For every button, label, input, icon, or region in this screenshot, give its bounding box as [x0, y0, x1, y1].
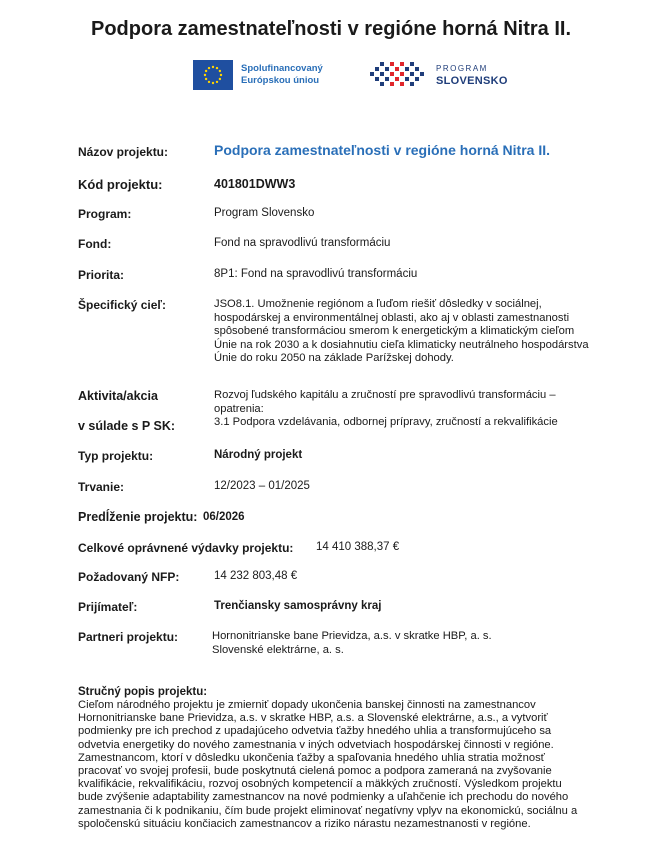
description-line: podmienky pre ich prechod z upadajúceho odvetvia ťažby hnedého uhlia a transformujúceho sa: [78, 725, 552, 738]
label-specificky-ciel: Špecifický cieľ:: [78, 298, 167, 312]
description-line: kvalifikácie, rekvalifikáciu, rozvoj osobných kompetencií a mäkkých zručností. Výsledkom projektu: [78, 778, 562, 791]
value-nazov: Podpora zamestnateľnosti v regióne horná Nitra II.: [214, 142, 551, 158]
page-title: Podpora zamestnateľnosti v regióne horná Nitra II.: [90, 18, 572, 40]
eu-logo-line-2: Európskou úniou: [241, 75, 320, 86]
description-line: Zamestnancom, ktorí v dôsledku ukončenia ťažby a spaľovania hnedého uhlia stratia možnosť: [78, 751, 545, 764]
value-nfp: 14 232 803,48 €: [214, 570, 298, 582]
description-line: Hornonitrianske bane Prievidza, a.s. v skratke HBP, a.s. a Slovenské elektrárne, a.s., a vytvoriť: [78, 712, 548, 725]
label-nazov: Názov projektu:: [78, 145, 169, 159]
program-slovensko-logo: [368, 60, 508, 90]
value-program: Program Slovensko: [214, 207, 315, 219]
description-line: bude zvýšenie adaptability zamestnancov na nové podmienky a uľahčenie ich prechodu do nového: [78, 791, 569, 804]
description-line: zamestnania či k podnikaniu, čím bude projekt eliminovať negatívny vplyv na ekonomickú, sociálnu a: [78, 804, 578, 817]
value-specificky-ciel: [214, 298, 624, 366]
ciel-line: Únie do roku 2050 na základe Parížskej dohody.: [214, 352, 454, 364]
eu-flag-icon: [193, 60, 233, 90]
description-line: odvetvia energetiky do nového zamestnania v iných odvetviach hospodárskej činnosti v regióne.: [78, 738, 554, 751]
value-kod: 401801DWW3: [214, 177, 296, 191]
value-aktivita: [214, 389, 624, 430]
ciel-line: JSO8.1. Umožnenie regiónom a ľuďom riešiť dôsledky v sociálnej,: [214, 298, 542, 310]
value-prijimatel: Trenčiansky samosprávny kraj: [214, 600, 382, 612]
label-nfp: Požadovaný NFP:: [78, 570, 180, 584]
label-partneri: Partneri projektu:: [78, 630, 179, 644]
ciel-line: Únie na rok 2030 a k dosiahnutiu cieľa klimaticky neutrálneho hospodárstva: [214, 338, 589, 351]
label-program: Program:: [78, 207, 132, 221]
description-line: pracovať vo svojej profesii, bude poskytnutá cielená pomoc a podpora zameraná na zvyšovanie: [78, 765, 552, 778]
description-text: [78, 699, 626, 831]
label-vydavky: Celkové oprávnené výdavky projektu:: [78, 541, 294, 555]
description-line: Cieľom národného projektu je zmierniť dopady ukončenia banskej činnosti na zamestnancov: [78, 699, 536, 711]
program-slovensko-text: [436, 63, 508, 87]
partner-line: Hornonitrianske bane Prievidza, a.s. v skratke HBP, a. s.: [212, 630, 492, 642]
value-trvanie: 12/2023 – 01/2025: [214, 480, 310, 492]
program-logo-line-2: SLOVENSKO: [436, 75, 508, 87]
partner-line: Slovenské elektrárne, a. s.: [212, 643, 344, 656]
eu-logo-line-1: Spolufinancovaný: [241, 63, 323, 74]
label-priorita: Priorita:: [78, 268, 125, 282]
value-fond: Fond na spravodlivú transformáciu: [214, 237, 391, 249]
aktivita-line: Rozvoj ľudského kapitálu a zručností pre spravodlivú transformáciu –: [214, 389, 556, 401]
program-slovensko-emblem-icon: [368, 60, 430, 90]
label-fond: Fond:: [78, 237, 112, 251]
description-heading: Stručný popis projektu:: [78, 686, 208, 698]
value-partneri: [212, 630, 612, 657]
label-kod: Kód projektu:: [78, 177, 163, 192]
label-aktivita-1: Aktivita/akcia: [78, 389, 158, 403]
label-aktivita-2: v súlade s P SK:: [78, 419, 176, 433]
aktivita-line: opatrenia:: [214, 402, 264, 415]
value-predlzenie: 06/2026: [203, 511, 245, 523]
label-predlzenie: Predĺženie projektu:: [78, 510, 198, 524]
eu-cofunded-logo: [193, 60, 323, 90]
aktivita-line: 3.1 Podpora vzdelávania, odbornej prípravy, zručností a rekvalifikácie: [214, 416, 558, 428]
ciel-line: spôsobené transformáciou smerom k energetickým a klimatickým cieľom: [214, 325, 575, 337]
value-priorita: 8P1: Fond na spravodlivú transformáciu: [214, 268, 418, 280]
label-typ: Typ projektu:: [78, 449, 154, 463]
description-line: spoločenskú situáciu končiacich zamestnancov a riziko nárastu nezamestnanosti v regióne.: [78, 817, 531, 830]
ciel-line: hospodárskej a environmentálnej oblasti, ako aj v oblasti zamestnanosti: [214, 311, 570, 324]
value-typ: Národný projekt: [214, 449, 303, 461]
label-prijimatel: Prijímateľ:: [78, 600, 138, 614]
program-logo-line-1: PROGRAM: [436, 64, 488, 73]
eu-logo-text: [241, 63, 323, 87]
value-vydavky: 14 410 388,37 €: [316, 541, 400, 553]
label-trvanie: Trvanie:: [78, 480, 125, 494]
